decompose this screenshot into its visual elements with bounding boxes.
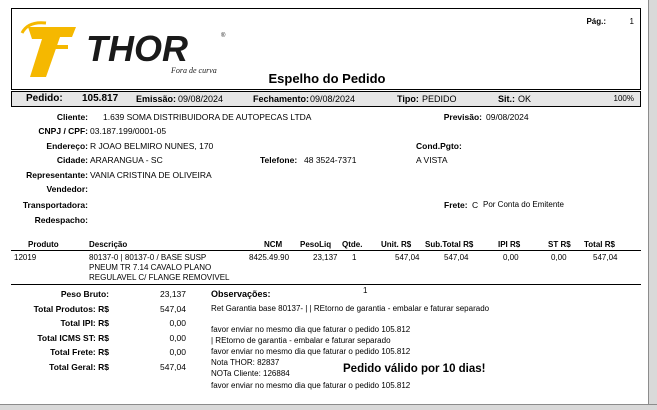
- total-ipi-label: Total IPI: R$: [60, 318, 109, 328]
- row-ncm: 8425.49.90: [249, 253, 290, 262]
- pedido-number: 105.817: [82, 93, 119, 104]
- col-header-pesoliq: PesoLiq: [300, 240, 332, 249]
- col-header-descricao: Descrição: [89, 240, 128, 249]
- frete-code: C: [472, 200, 479, 210]
- previsao-label: Previsão:: [443, 112, 482, 122]
- situacao-value: OK: [518, 94, 532, 104]
- document-title: Espelho do Pedido: [268, 71, 386, 86]
- svg-text:®: ®: [221, 33, 226, 39]
- representante-label: Representante:: [26, 170, 88, 180]
- col-header-unit: Unit. R$: [381, 240, 412, 249]
- emissao-date: 09/08/2024: [178, 94, 224, 104]
- endereco-value: R JOAO BELMIRO NUNES, 170: [90, 141, 214, 151]
- page-label: Pág.:: [586, 17, 606, 26]
- row-qtde: 1: [352, 253, 357, 262]
- svg-text:THOR: THOR: [86, 28, 188, 69]
- endereco-label: Endereço:: [46, 141, 88, 151]
- row-descricao-line-2: PNEUM TR 7.14 CAVALO PLANO: [89, 263, 212, 272]
- fechamento-date: 09/08/2024: [310, 94, 356, 104]
- observacao-line: | REtorno de garantia - embalar e faturar separado: [211, 336, 391, 345]
- row-produto: 12019: [14, 253, 37, 262]
- table-bottom-divider: [11, 284, 641, 285]
- frete-label: Frete:: [444, 200, 468, 210]
- condpgto-label: Cond.Pgto:: [416, 141, 462, 151]
- row-ipi: 0,00: [503, 253, 519, 262]
- situacao-label: Sit.:: [498, 94, 515, 104]
- observacao-line: Ret Garantia base 80137- | | REtorno de garantia - embalar e faturar separado: [211, 304, 490, 313]
- vendedor-label: Vendedor:: [46, 184, 88, 194]
- observacao-line: NOTa Cliente: 126884: [211, 369, 290, 378]
- total-geral-label: Total Geral: R$: [49, 362, 109, 372]
- total-ipi-value: 0,00: [169, 318, 186, 328]
- cnpj-value: 03.187.199/0001-05: [90, 126, 167, 136]
- total-frete-value: 0,00: [169, 347, 186, 357]
- row-total: 547,04: [593, 253, 618, 262]
- svg-text:Fora de curva: Fora de curva: [171, 66, 217, 75]
- row-subtotal: 547,04: [444, 253, 469, 262]
- tipo-value: PEDIDO: [422, 94, 457, 104]
- window-bottom-edge: [0, 404, 657, 410]
- col-header-subtotal: Sub.Total R$: [425, 240, 474, 249]
- validity-notice: Pedido válido por 10 dias!: [343, 363, 486, 375]
- row-descricao-line-1: 80137-0 | 80137-0 / BASE SUSP: [89, 253, 207, 262]
- peso-bruto-value: 23,137: [160, 289, 186, 299]
- row-pesoliq: 23,137: [313, 253, 338, 262]
- total-geral-value: 547,04: [160, 362, 186, 372]
- total-icms-value: 0,00: [169, 333, 186, 343]
- peso-bruto-label: Peso Bruto:: [60, 289, 109, 299]
- frete-value: Por Conta do Emitente: [483, 200, 564, 209]
- col-header-produto: Produto: [28, 240, 59, 249]
- window-right-edge: [648, 0, 657, 410]
- order-info-bar: [11, 91, 641, 107]
- percent-value: 100%: [613, 94, 634, 103]
- cliente-value: 1.639 SOMA DISTRIBUIDORA DE AUTOPECAS LTDA: [103, 112, 312, 122]
- document-header: [11, 8, 641, 90]
- fechamento-label: Fechamento:: [253, 94, 310, 104]
- total-produtos-label: Total Produtos: R$: [33, 304, 109, 314]
- col-header-st: ST R$: [548, 240, 571, 249]
- observacao-line: favor enviar no mesmo dia que faturar o pedido 105.812: [211, 347, 411, 356]
- row-descricao-line-3: REGULAVEL C/ FLANGE REMOVIVEL: [89, 273, 230, 282]
- telefone-label: Telefone:: [260, 155, 298, 165]
- total-icms-label: Total ICMS ST: R$: [37, 333, 109, 343]
- cidade-value: ARARANGUA - SC: [90, 155, 163, 165]
- col-header-ncm: NCM: [264, 240, 283, 249]
- col-header-ipi: IPI R$: [498, 240, 521, 249]
- total-frete-label: Total Frete: R$: [50, 347, 109, 357]
- redespacho-label: Redespacho:: [34, 215, 88, 225]
- cidade-label: Cidade:: [56, 155, 88, 165]
- page-number: 1: [629, 17, 634, 26]
- previsao-value: 09/08/2024: [486, 112, 529, 122]
- observacao-line: favor enviar no mesmo dia que faturar o pedido 105.812: [211, 325, 411, 334]
- table-header-divider: [11, 250, 641, 251]
- row-unit: 547,04: [395, 253, 420, 262]
- col-header-qtde: Qtde.: [342, 240, 363, 249]
- observacoes-label: Observações:: [211, 289, 271, 299]
- emissao-label: Emissão:: [136, 94, 177, 104]
- observacoes-count: 1: [363, 286, 368, 295]
- telefone-value: 48 3524-7371: [304, 155, 357, 165]
- condpgto-value: A VISTA: [416, 155, 448, 165]
- col-header-total: Total R$: [584, 240, 615, 249]
- tipo-label: Tipo:: [397, 94, 419, 104]
- transportadora-label: Transportadora:: [22, 200, 88, 210]
- row-st: 0,00: [551, 253, 567, 262]
- representante-value: VANIA CRISTINA DE OLIVEIRA: [90, 170, 212, 180]
- cliente-label: Cliente:: [56, 112, 88, 122]
- pedido-label: Pedido:: [26, 93, 63, 104]
- cnpj-label: CNPJ / CPF:: [38, 126, 88, 136]
- observacao-line: Nota THOR: 82837: [211, 358, 280, 367]
- observacao-line: favor enviar no mesmo dia que faturar o pedido 105.812: [211, 381, 411, 390]
- total-produtos-value: 547,04: [160, 304, 186, 314]
